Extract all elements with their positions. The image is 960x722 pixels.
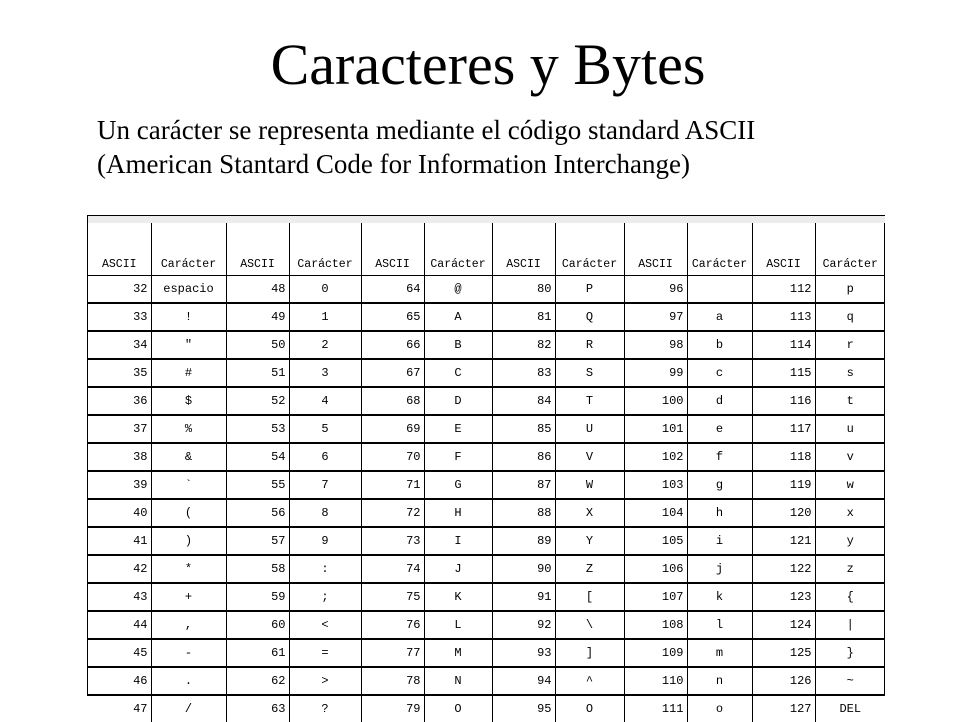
table-row: [88, 555, 885, 583]
character-cell: u: [815, 415, 885, 443]
ascii-code-cell: 44: [88, 611, 151, 639]
ascii-code-cell: 119: [752, 471, 815, 499]
ascii-code-cell: 121: [752, 527, 815, 555]
character-cell: V: [555, 443, 624, 471]
character-cell: i: [687, 527, 752, 555]
table-row: [88, 303, 885, 331]
ascii-code-cell: 71: [361, 471, 424, 499]
character-cell: 0: [289, 276, 361, 304]
ascii-code-cell: 111: [624, 695, 687, 722]
character-cell: ,: [151, 611, 226, 639]
character-cell: T: [555, 387, 624, 415]
ascii-code-cell: 54: [226, 443, 289, 471]
ascii-code-cell: 109: [624, 639, 687, 667]
ascii-code-cell: 74: [361, 555, 424, 583]
ascii-code-cell: 48: [226, 276, 289, 304]
character-cell: F: [424, 443, 492, 471]
character-cell: espacio: [151, 276, 226, 304]
ascii-code-cell: 101: [624, 415, 687, 443]
ascii-code-cell: 40: [88, 499, 151, 527]
character-cell: (: [151, 499, 226, 527]
character-cell: G: [424, 471, 492, 499]
character-cell: I: [424, 527, 492, 555]
character-cell: w: [815, 471, 885, 499]
ascii-code-cell: 88: [492, 499, 555, 527]
character-cell: d: [687, 387, 752, 415]
character-cell: m: [687, 639, 752, 667]
character-cell: ~: [815, 667, 885, 695]
column-header-ascii: ASCII: [492, 220, 555, 276]
character-cell: 4: [289, 387, 361, 415]
character-cell: r: [815, 331, 885, 359]
ascii-code-cell: 37: [88, 415, 151, 443]
ascii-code-cell: 106: [624, 555, 687, 583]
character-cell: b: [687, 331, 752, 359]
character-cell: Z: [555, 555, 624, 583]
ascii-code-cell: 95: [492, 695, 555, 722]
character-cell: /: [151, 695, 226, 722]
table-row: [88, 471, 885, 499]
character-cell: S: [555, 359, 624, 387]
ascii-code-cell: 116: [752, 387, 815, 415]
ascii-code-cell: 38: [88, 443, 151, 471]
ascii-code-cell: 125: [752, 639, 815, 667]
character-cell: f: [687, 443, 752, 471]
ascii-code-cell: 67: [361, 359, 424, 387]
character-cell: .: [151, 667, 226, 695]
character-cell: o: [687, 695, 752, 722]
table-header-row: [88, 220, 885, 276]
ascii-code-cell: 35: [88, 359, 151, 387]
subtitle-line-2: (American Stantard Code for Information Interchange): [97, 147, 755, 181]
ascii-code-cell: 102: [624, 443, 687, 471]
column-header-caracter: Carácter: [687, 220, 752, 276]
character-cell: z: [815, 555, 885, 583]
character-cell: 9: [289, 527, 361, 555]
character-cell: :: [289, 555, 361, 583]
character-cell: 1: [289, 303, 361, 331]
ascii-code-cell: 76: [361, 611, 424, 639]
ascii-code-cell: 126: [752, 667, 815, 695]
ascii-code-cell: 87: [492, 471, 555, 499]
character-cell: ?: [289, 695, 361, 722]
slide-subtitle: [97, 113, 755, 181]
character-cell: DEL: [815, 695, 885, 722]
character-cell: U: [555, 415, 624, 443]
ascii-code-cell: 103: [624, 471, 687, 499]
character-cell: Q: [555, 303, 624, 331]
ascii-code-cell: 63: [226, 695, 289, 722]
character-cell: [: [555, 583, 624, 611]
character-cell: $: [151, 387, 226, 415]
ascii-table-container: [87, 215, 885, 696]
table-row: [88, 499, 885, 527]
character-cell: D: [424, 387, 492, 415]
ascii-code-cell: 98: [624, 331, 687, 359]
character-cell: [687, 276, 752, 304]
character-cell: !: [151, 303, 226, 331]
character-cell: y: [815, 527, 885, 555]
ascii-code-cell: 58: [226, 555, 289, 583]
ascii-code-cell: 49: [226, 303, 289, 331]
ascii-code-cell: 53: [226, 415, 289, 443]
ascii-code-cell: 90: [492, 555, 555, 583]
ascii-code-cell: 68: [361, 387, 424, 415]
ascii-code-cell: 55: [226, 471, 289, 499]
character-cell: L: [424, 611, 492, 639]
table-row: [88, 387, 885, 415]
ascii-code-cell: 118: [752, 443, 815, 471]
character-cell: {: [815, 583, 885, 611]
table-row: [88, 611, 885, 639]
ascii-code-cell: 96: [624, 276, 687, 304]
table-row: [88, 359, 885, 387]
subtitle-line-1: Un carácter se representa mediante el código standard ASCII: [97, 113, 755, 147]
column-header-ascii: ASCII: [752, 220, 815, 276]
ascii-code-cell: 107: [624, 583, 687, 611]
ascii-code-cell: 70: [361, 443, 424, 471]
column-header-caracter: Carácter: [815, 220, 885, 276]
ascii-code-cell: 66: [361, 331, 424, 359]
character-cell: n: [687, 667, 752, 695]
character-cell: B: [424, 331, 492, 359]
character-cell: ^: [555, 667, 624, 695]
table-row: [88, 331, 885, 359]
character-cell: q: [815, 303, 885, 331]
character-cell: l: [687, 611, 752, 639]
table-row: [88, 639, 885, 667]
ascii-code-cell: 127: [752, 695, 815, 722]
character-cell: 2: [289, 331, 361, 359]
character-cell: *: [151, 555, 226, 583]
table-row: [88, 527, 885, 555]
ascii-code-cell: 52: [226, 387, 289, 415]
ascii-table: [88, 216, 885, 722]
ascii-code-cell: 89: [492, 527, 555, 555]
ascii-code-cell: 73: [361, 527, 424, 555]
character-cell: J: [424, 555, 492, 583]
ascii-code-cell: 62: [226, 667, 289, 695]
character-cell: j: [687, 555, 752, 583]
ascii-code-cell: 114: [752, 331, 815, 359]
character-cell: ]: [555, 639, 624, 667]
character-cell: C: [424, 359, 492, 387]
ascii-code-cell: 85: [492, 415, 555, 443]
character-cell: %: [151, 415, 226, 443]
character-cell: K: [424, 583, 492, 611]
ascii-code-cell: 97: [624, 303, 687, 331]
character-cell: s: [815, 359, 885, 387]
character-cell: =: [289, 639, 361, 667]
character-cell: k: [687, 583, 752, 611]
character-cell: E: [424, 415, 492, 443]
character-cell: N: [424, 667, 492, 695]
character-cell: t: [815, 387, 885, 415]
ascii-code-cell: 83: [492, 359, 555, 387]
ascii-code-cell: 80: [492, 276, 555, 304]
ascii-code-cell: 105: [624, 527, 687, 555]
ascii-code-cell: 51: [226, 359, 289, 387]
ascii-code-cell: 32: [88, 276, 151, 304]
character-cell: |: [815, 611, 885, 639]
character-cell: c: [687, 359, 752, 387]
character-cell: &: [151, 443, 226, 471]
ascii-code-cell: 41: [88, 527, 151, 555]
character-cell: Y: [555, 527, 624, 555]
table-body: [88, 276, 885, 722]
character-cell: g: [687, 471, 752, 499]
ascii-code-cell: 75: [361, 583, 424, 611]
character-cell: M: [424, 639, 492, 667]
ascii-code-cell: 64: [361, 276, 424, 304]
ascii-code-cell: 82: [492, 331, 555, 359]
character-cell: @: [424, 276, 492, 304]
ascii-code-cell: 42: [88, 555, 151, 583]
table-row: [88, 667, 885, 695]
ascii-code-cell: 120: [752, 499, 815, 527]
ascii-code-cell: 39: [88, 471, 151, 499]
ascii-code-cell: 36: [88, 387, 151, 415]
column-header-ascii: ASCII: [226, 220, 289, 276]
ascii-code-cell: 122: [752, 555, 815, 583]
character-cell: P: [555, 276, 624, 304]
column-header-ascii: ASCII: [624, 220, 687, 276]
ascii-code-cell: 77: [361, 639, 424, 667]
ascii-code-cell: 46: [88, 667, 151, 695]
character-cell: >: [289, 667, 361, 695]
character-cell: ;: [289, 583, 361, 611]
ascii-code-cell: 117: [752, 415, 815, 443]
character-cell: #: [151, 359, 226, 387]
ascii-code-cell: 56: [226, 499, 289, 527]
ascii-code-cell: 61: [226, 639, 289, 667]
ascii-code-cell: 65: [361, 303, 424, 331]
ascii-code-cell: 45: [88, 639, 151, 667]
ascii-code-cell: 43: [88, 583, 151, 611]
ascii-code-cell: 91: [492, 583, 555, 611]
ascii-code-cell: 59: [226, 583, 289, 611]
ascii-code-cell: 99: [624, 359, 687, 387]
ascii-code-cell: 94: [492, 667, 555, 695]
table-row: [88, 695, 885, 722]
character-cell: 5: [289, 415, 361, 443]
column-header-caracter: Carácter: [424, 220, 492, 276]
ascii-code-cell: 110: [624, 667, 687, 695]
character-cell: 7: [289, 471, 361, 499]
ascii-code-cell: 79: [361, 695, 424, 722]
ascii-code-cell: 92: [492, 611, 555, 639]
table-row: [88, 583, 885, 611]
ascii-code-cell: 104: [624, 499, 687, 527]
column-header-ascii: ASCII: [88, 220, 151, 276]
slide-title: Caracteres y Bytes: [0, 30, 960, 100]
character-cell: <: [289, 611, 361, 639]
ascii-code-cell: 124: [752, 611, 815, 639]
character-cell: p: [815, 276, 885, 304]
ascii-code-cell: 69: [361, 415, 424, 443]
character-cell: X: [555, 499, 624, 527]
ascii-code-cell: 84: [492, 387, 555, 415]
character-cell: e: [687, 415, 752, 443]
ascii-code-cell: 115: [752, 359, 815, 387]
ascii-code-cell: 81: [492, 303, 555, 331]
ascii-code-cell: 100: [624, 387, 687, 415]
character-cell: W: [555, 471, 624, 499]
character-cell: A: [424, 303, 492, 331]
character-cell: 3: [289, 359, 361, 387]
character-cell: x: [815, 499, 885, 527]
character-cell: O: [424, 695, 492, 722]
character-cell: H: [424, 499, 492, 527]
character-cell: ): [151, 527, 226, 555]
ascii-code-cell: 72: [361, 499, 424, 527]
character-cell: 8: [289, 499, 361, 527]
column-header-ascii: ASCII: [361, 220, 424, 276]
column-header-caracter: Carácter: [289, 220, 361, 276]
ascii-code-cell: 50: [226, 331, 289, 359]
character-cell: v: [815, 443, 885, 471]
character-cell: ": [151, 331, 226, 359]
ascii-code-cell: 113: [752, 303, 815, 331]
table-row: [88, 443, 885, 471]
ascii-code-cell: 57: [226, 527, 289, 555]
ascii-code-cell: 86: [492, 443, 555, 471]
character-cell: h: [687, 499, 752, 527]
character-cell: 6: [289, 443, 361, 471]
table-row: [88, 276, 885, 304]
character-cell: R: [555, 331, 624, 359]
character-cell: a: [687, 303, 752, 331]
character-cell: `: [151, 471, 226, 499]
ascii-code-cell: 78: [361, 667, 424, 695]
ascii-code-cell: 47: [88, 695, 151, 722]
column-header-caracter: Carácter: [151, 220, 226, 276]
character-cell: O: [555, 695, 624, 722]
ascii-code-cell: 112: [752, 276, 815, 304]
ascii-code-cell: 34: [88, 331, 151, 359]
table-row: [88, 415, 885, 443]
character-cell: }: [815, 639, 885, 667]
ascii-code-cell: 93: [492, 639, 555, 667]
ascii-code-cell: 108: [624, 611, 687, 639]
ascii-code-cell: 33: [88, 303, 151, 331]
character-cell: -: [151, 639, 226, 667]
character-cell: +: [151, 583, 226, 611]
column-header-caracter: Carácter: [555, 220, 624, 276]
ascii-code-cell: 123: [752, 583, 815, 611]
character-cell: \: [555, 611, 624, 639]
ascii-code-cell: 60: [226, 611, 289, 639]
